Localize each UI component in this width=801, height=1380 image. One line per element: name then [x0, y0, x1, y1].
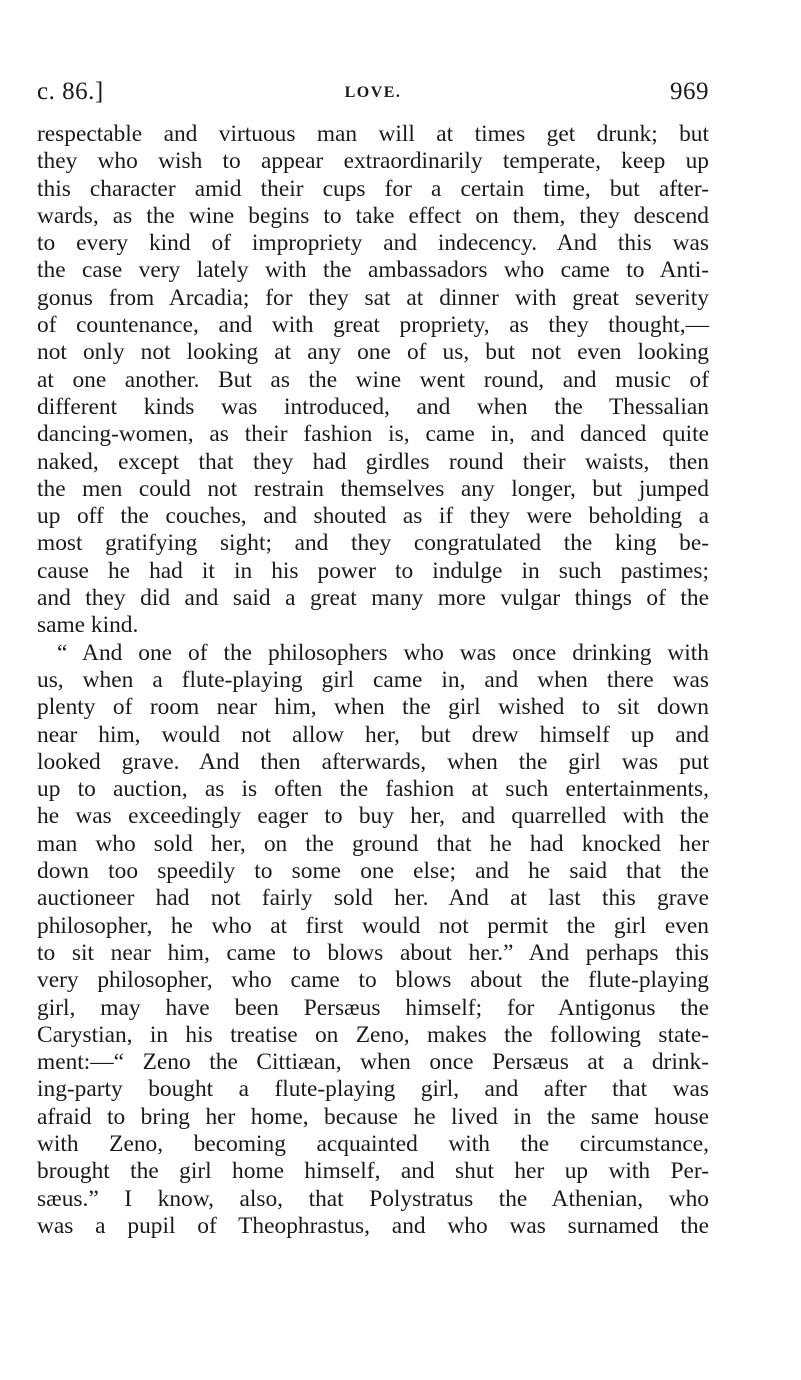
text-line: naked, except that they had girdles round their waists, then [37, 448, 709, 475]
text-line: sæus.” I know, also, that Polystratus the Athenian, who [37, 1185, 709, 1212]
text-line: not only not looking at any one of us, but not even looking [37, 339, 709, 366]
text-line: afraid to bring her home, because he lived in the same house [37, 1103, 709, 1130]
text-line: most gratifying sight; and they congratulated the king be- [37, 530, 709, 557]
text-line: they who wish to appear extraordinarily temperate, keep up [37, 148, 709, 175]
text-line: was a pupil of Theophrastus, and who was surnamed the [37, 1212, 709, 1239]
text-line: cause he had it in his power to indulge in such pastimes; [37, 557, 709, 584]
text-line: man who sold her, on the ground that he had knocked her [37, 830, 709, 857]
running-head [37, 78, 709, 108]
text-line: wards, as the wine begins to take effect on them, they descend [37, 202, 709, 229]
text-line: ing-party bought a flute-playing girl, and after that was [37, 1076, 709, 1103]
text-line: us, when a flute-playing girl came in, and when there was [37, 666, 709, 693]
text-line: dancing-women, as their fashion is, came in, and danced quite [37, 421, 709, 448]
text-line: with Zeno, becoming acquainted with the circumstance, [37, 1130, 709, 1157]
paragraph-start-line: “ And one of the philosophers who was once drinking with [57, 639, 709, 666]
text-line: different kinds was introduced, and when the Thessalian [37, 393, 709, 420]
text-line: at one another. But as the wine went round, and music of [37, 366, 709, 393]
text-line: plenty of room near him, when the girl wished to sit down [37, 694, 709, 721]
text-line: near him, would not allow her, but drew himself up and [37, 721, 709, 748]
text-line: ment:—“ Zeno the Cittiæan, when once Persæus at a drink- [37, 1049, 709, 1076]
text-line: this character amid their cups for a certain time, but after- [37, 175, 709, 202]
text-line: girl, may have been Persæus himself; for Antigonus the [37, 994, 709, 1021]
text-line: very philosopher, who came to blows about the flute-playing [37, 967, 709, 994]
text-line: up off the couches, and shouted as if they were beholding a [37, 503, 709, 530]
text-line: brought the girl home himself, and shut her up with Per- [37, 1158, 709, 1185]
text-line: looked grave. And then afterwards, when the girl was put [37, 748, 709, 775]
page-number: 969 [670, 78, 709, 105]
text-line: philosopher, he who at first would not permit the girl even [37, 912, 709, 939]
text-line: and they did and said a great many more vulgar things of the [37, 585, 709, 612]
text-line: of countenance, and with great propriety, as they thought,— [37, 312, 709, 339]
text-line: the case very lately with the ambassadors who came to Anti- [37, 257, 709, 284]
body-text [37, 121, 709, 1240]
chapter-reference: c. 86.] [37, 78, 104, 105]
paragraph-end-line: same kind. [37, 612, 139, 639]
text-line: gonus from Arcadia; for they sat at dinner with great severity [37, 284, 709, 311]
running-title: LOVE. [344, 84, 402, 101]
text-line: up to auction, as is often the fashion at such entertainments, [37, 776, 709, 803]
text-line: to every kind of impropriety and indecency. And this was [37, 230, 709, 257]
text-line: down too speedily to some one else; and he said that the [37, 858, 709, 885]
text-line: he was exceedingly eager to buy her, and quarrelled with the [37, 803, 709, 830]
text-line: to sit near him, came to blows about her.” And perhaps this [37, 939, 709, 966]
text-line: the men could not restrain themselves any longer, but jumped [37, 475, 709, 502]
text-line: Carystian, in his treatise on Zeno, makes the following state- [37, 1021, 709, 1048]
text-line: auctioneer had not fairly sold her. And at last this grave [37, 885, 709, 912]
text-line: respectable and virtuous man will at times get drunk; but [37, 121, 709, 147]
